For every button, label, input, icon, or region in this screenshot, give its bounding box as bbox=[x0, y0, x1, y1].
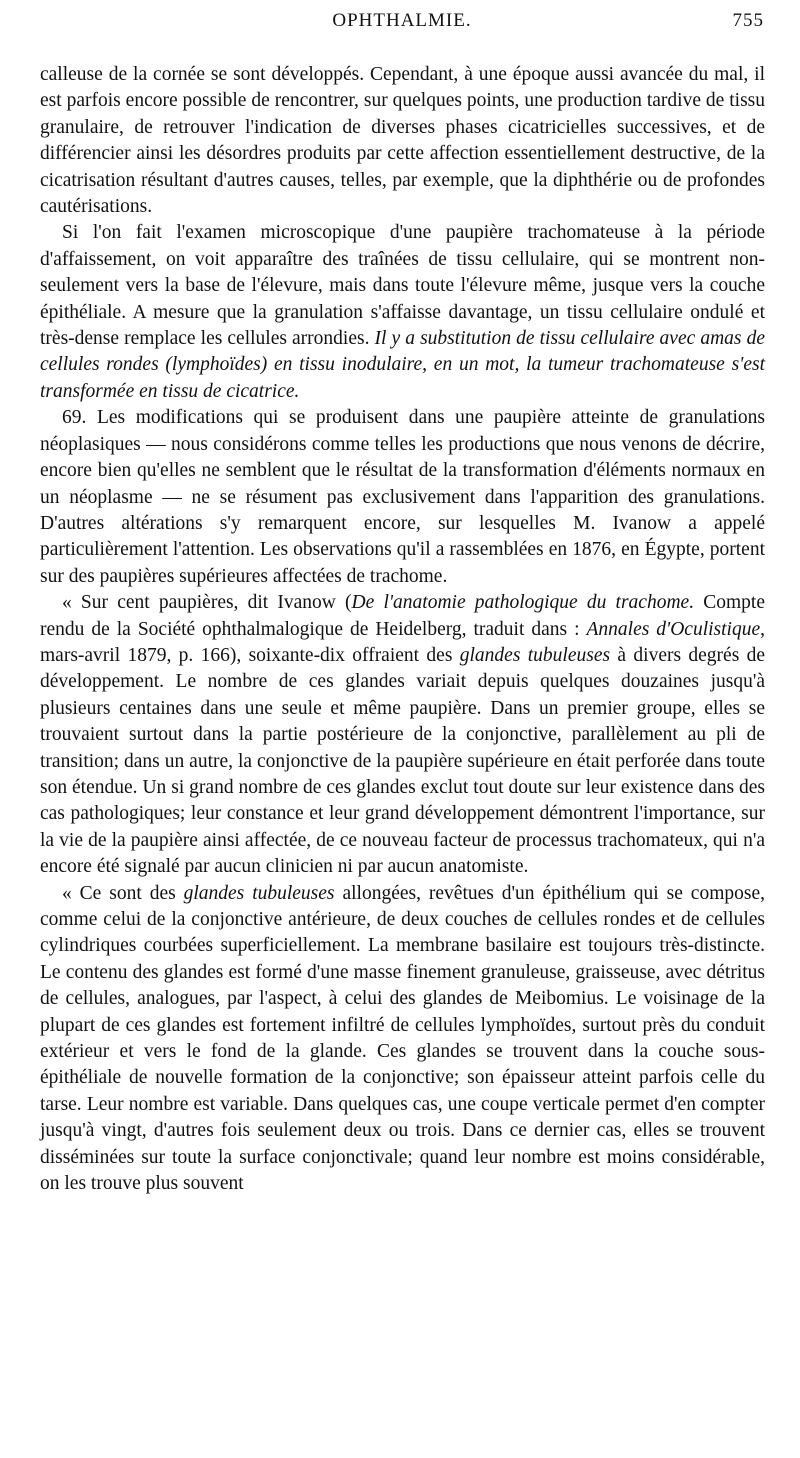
paragraph-glandes-description bbox=[40, 881, 765, 1198]
paragraph-text: allongées, revêtues d'un épithélium qui se compose, comme celui de la conjonctive antérieure, de deux couches de cellules rondes et de cellules cylindriques courbées superficiellement. La membrane basilaire est toujours très-distincte. Le contenu des glandes est formé d'une masse finement granuleuse, graisseuse, avec détritus de cellules, analogues, par l'aspect, à celui des glandes de Meibomius. Le voisinage de la plupart de ces glandes est fortement infiltré de cellules lymphoïdes, surtout près du conduit extérieur et vers le fond de la glande. Ces glandes se trouvent dans la couche sous-épithéliale de nouvelle formation de la conjonctive; son épaisseur atteint parfois celle du tarse. Leur nombre est variable. Dans quelques cas, une coupe verticale permet d'en compter jusqu'à vingt, d'autres fois seulement deux ou trois. Dans ce dernier cas, elles se trouvent disséminées sur toute la surface conjonctivale; quand leur nombre est moins considérable, on les trouve plus souvent bbox=[40, 882, 765, 1195]
paragraph-text: , mars-avril 1879, p. 166), soixante-dix offraient des bbox=[40, 618, 765, 666]
paragraph-text: à divers degrés de développement. Le nombre de ces glandes variait depuis quelques douzaines jusqu'à plusieurs centaines dans une seule et même paupière. Dans un premier groupe, elles se trouvaient surtout dans la partie postérieure de la conjonctive, parallèlement au pli de transition; dans un autre, la conjonctive de la paupière supérieure en était perforée dans toute son étendue. Un si grand nombre de ces glandes exclut tout doute sur leur existence dans des cas pathologiques; leur constance et leur grand développement démontrent l'importance, sur la vie de la paupière ainsi affectée, de ce nouveau facteur de processus trachomateux, qui n'a encore été signalé par aucun clinicien ni par aucun anatomiste. bbox=[40, 644, 766, 878]
journal-title: Annales d'Oculistique bbox=[586, 618, 761, 640]
paragraph-continuation bbox=[40, 62, 765, 220]
emphasized-conclusion: Il y a substitution de tissu cellulaire avec amas de cellules rondes (lymphoïdes) en tissu inodulaire, en un mot, la tumeur trachomateuse s'est transformée en tissu de cicatrice. bbox=[40, 328, 765, 402]
section-number: 69. bbox=[62, 407, 87, 429]
paragraph-section-69 bbox=[40, 405, 765, 590]
cited-title: De l'anatomie pathologique du trachome. bbox=[351, 592, 695, 614]
paragraph-text: « Sur cent paupières, dit Ivanow ( bbox=[62, 592, 352, 614]
paragraph-microscopic-exam bbox=[40, 220, 765, 405]
paragraph-ivanow-quote bbox=[40, 590, 765, 880]
running-header bbox=[40, 4, 764, 38]
emphasized-term: glandes tubuleuses bbox=[183, 882, 335, 904]
running-title: OPHTHALMIE. bbox=[332, 10, 472, 31]
paragraph-text: Les modifications qui se produisent dans une paupière atteinte de granulations néoplasiques — nous considérons comme telles les productions que nous venons de décrire, encore bien qu'elles ne semblent que le résultat de la transformation d'éléments normaux en un néoplasme — ne se résument pas exclusivement dans l'apparition des granulations. D'autres altérations s'y remarquent encore, sur lesquelles M. Ivanow a appelé particulièrement l'attention. Les observations qu'il a rassemblées en 1876, en Égypte, portent sur des paupières supérieures affectées de trachome. bbox=[40, 407, 765, 587]
page-number: 755 bbox=[732, 10, 764, 31]
paragraph-text: Compte rendu de la Société ophthalmalogique de Heidelberg, traduit dans : bbox=[40, 592, 766, 640]
emphasized-term: glandes tubuleuses bbox=[459, 644, 611, 666]
paragraph-text: « Ce sont des bbox=[62, 882, 184, 904]
body-text bbox=[40, 62, 765, 1197]
paragraph-text: calleuse de la cornée se sont développés. Cependant, à une époque aussi avancée du mal, il est parfois encore possible de rencontrer, sur quelques points, une production tardive de tissu granulaire, de retrouver l'indication de diverses phases cicatricielles successives, et de différencier ainsi les désordres produits par cette affection essentiellement destructive, de la cicatrisation résultant d'autres causes, telles, par exemple, que la diphthérie ou de profondes cautérisations. bbox=[40, 64, 765, 218]
paragraph-text: Si l'on fait l'examen microscopique d'une paupière trachomateuse à la période d'affaissement, on voit apparaître des traînées de tissu cellulaire, qui se montrent non-seulement vers la base de l'élevure, mais dans toute l'élevure même, jusque vers la couche épithéliale. A mesure que la granulation s'affaisse davantage, un tissu cellulaire ondulé et très-dense remplace les cellules arrondies. bbox=[40, 222, 765, 350]
